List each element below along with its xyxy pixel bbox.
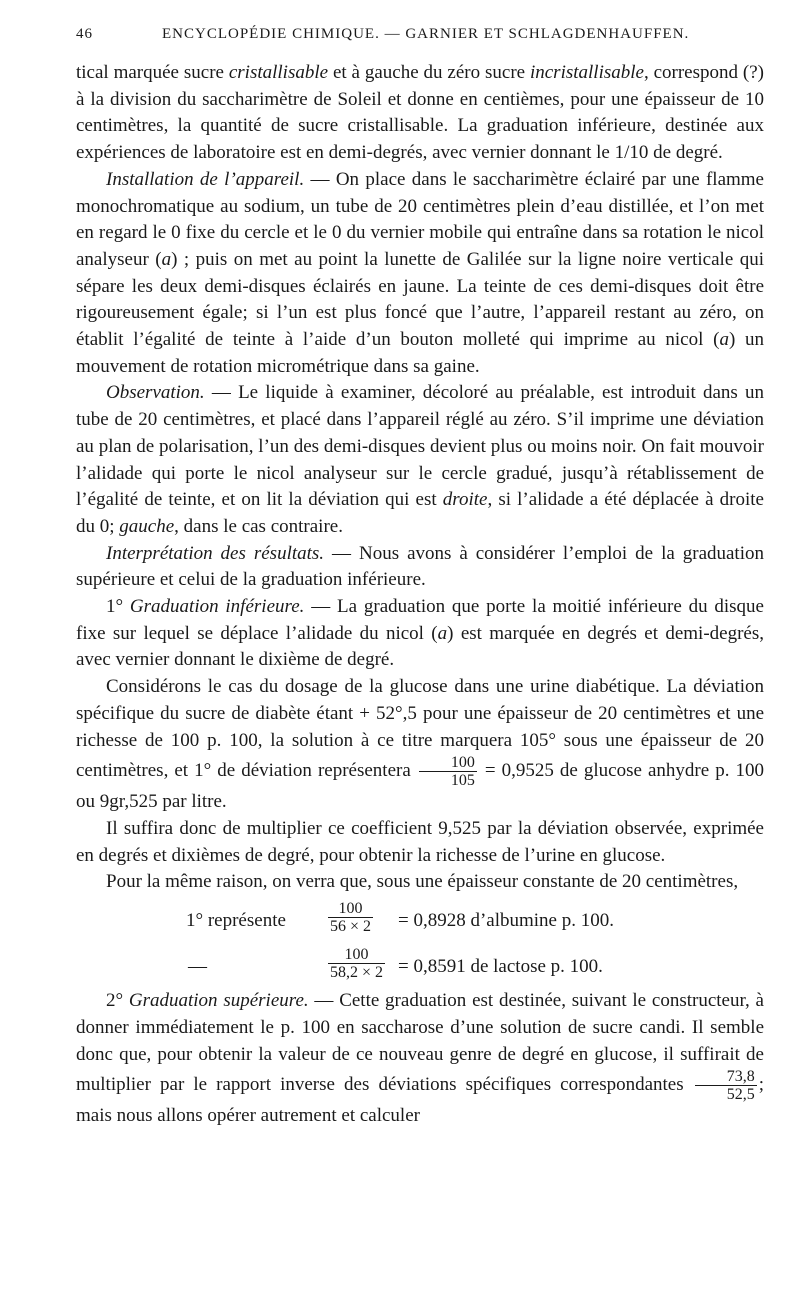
paragraph-interpretation: Interprétation des résultats. — Nous avons à considérer l’emploi de la graduation supérieure et celui de la graduation inférieure.: [76, 542, 764, 591]
fraction-100-over-105: $\frac{100}{105}$: [419, 754, 477, 789]
fraction-73-8-over-52-5: $\frac{73,8}{52,5}$: [695, 1068, 757, 1103]
paragraph-saccharimeter-scale: tical marquée sucre cristallisable et à gauche du zéro sucre incristallisable, correspond (?) à la division du saccharimètre de Soleil et donne en centièmes, pour une épaisseur de 10 centimètres, la quantité de sucre cristallisable. La graduation inférieure, destinée aux expériences de laboratoire est en demi-degrés, avec vernier donnant le 1/10 de degré.: [76, 62, 764, 164]
section-heading-interpretation: Interprétation des résultats.: [106, 542, 325, 564]
formula-block: 1° représente $\frac{100}{56 \times 2}$ = 0,8928 d’albumine p. 100. — $\frac{100}{58,2 \times 2}$ = 0,8591 de lactose p. 100.: [186, 900, 614, 982]
page-body: [76, 60, 764, 1130]
section-heading-observation: Observation.: [106, 382, 205, 404]
section-heading-lower-graduation: Graduation inférieure.: [129, 596, 305, 618]
paragraph-glucose-dosage: Considérons le cas du dosage de la glucose dans une urine diabétique. La déviation spécifique du sucre de diabète étant + 52°,5 pour une épaisseur de 20 centimètres et une richesse de 100 p. 100, la solution à ce titre marquera 105° sous une épaisseur de 20 centimètres, et 1° de déviation représentera $\frac{100}{105}$ = 0,9525 de glucose anhydre p. 100 ou 9gr,525 par litre.: [76, 676, 764, 813]
section-heading-installation: Installation de l’appareil.: [106, 168, 305, 190]
paragraph-upper-graduation: 2° Graduation supérieure. — Cette graduation est destinée, suivant le constructeur, à donner immédiatement le p. 100 en saccharose d’une solution de sucre candi. Il semble donc que, pour obtenir la valeur de ce nouveau genre de degré en glucose, il suffirait de multiplier par le rapport inverse des déviations spécifiques correspondantes $\frac{73,8}{52,5}$ ; mais nous allons opérer autrement et calculer: [76, 990, 764, 1127]
running-title: ENCYCLOPÉDIE CHIMIQUE. — GARNIER ET SCHLAGDENHAUFFEN.: [162, 26, 690, 42]
paragraph-lower-graduation: 1° Graduation inférieure. — La graduation que porte la moitié inférieure du disque fixe sur lequel se déplace l’alidade du nicol (a) est marquée en degrés et demi-degrés, avec vernier donnant le dixième de degré.: [76, 596, 764, 671]
paragraph-multiply-coefficient: Il suffira donc de multiplier ce coefficient 9,525 par la déviation observée, exprimée en degrés et dixièmes de degré, pour obtenir la richesse de l’urine en glucose.: [76, 817, 764, 866]
fraction-lactose: $\frac{100}{58,2 \times 2}$: [330, 946, 384, 982]
paragraph-observation: Observation. — Le liquide à examiner, décoloré au préalable, est introduit dans un tube de 20 centimètres, et placé dans l’appareil réglé au zéro. S’il imprime une déviation au plan de polarisation, l’un des demi-disques devient plus ou moins noir. On fait mouvoir l’alidade qui porte le nicol analyseur sur le cercle gradué, jusqu’à rétablissement de l’égalité de teinte, et on lit la déviation qui est droite, si l’alidade a été déplacée à droite du 0; gauche, dans le cas contraire.: [76, 382, 764, 537]
fraction-albumine: $\frac{100}{56 \times 2}$: [330, 900, 372, 936]
paragraph-installation: Installation de l’appareil. — On place dans le saccharimètre éclairé par une flamme monochromatique au sodium, un tube de 20 centimètres plein d’eau distillée, et l’on met en regard le 0 fixe du cercle et le 0 du vernier mobile qui entraîne dans sa rotation le nicol analyseur (a) ; puis on met au point la lunette de Galilée sur la ligne noire verticale qui sépare les deux demi-disques éclairés en jaune. La teinte de ces demi-disques doit être rigoureusement égale; si l’un est plus foncé que l’autre, l’appareil restant au zéro, on établit l’égalité de teinte à l’aide d’un bouton molleté qui imprime au nicol (a) un mouvement de rotation micrométrique dans sa gaine.: [76, 168, 764, 377]
section-heading-upper-graduation: Graduation supérieure.: [128, 990, 309, 1012]
page-number: 46: [76, 26, 93, 42]
paragraph-same-reason: Pour la même raison, on verra que, sous une épaisseur constante de 20 centimètres,: [106, 871, 739, 893]
